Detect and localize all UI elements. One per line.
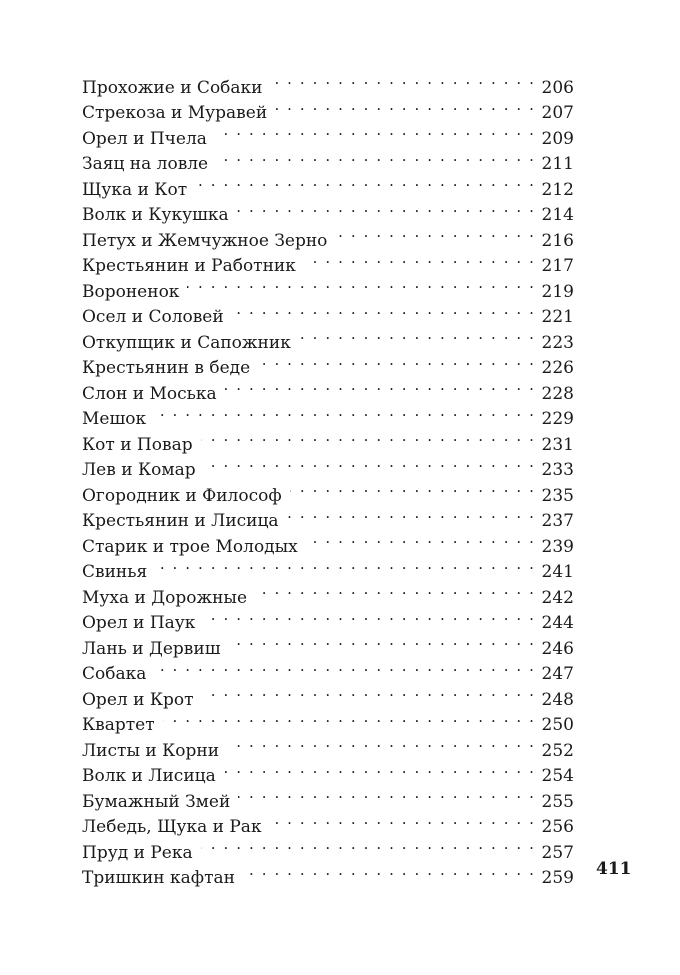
toc-entry-title: Мешок [82, 409, 147, 429]
toc-entry-page: 214 [541, 205, 574, 225]
toc-entry-page: 250 [541, 715, 574, 735]
toc-entry-title: Орел и Пчела [82, 128, 207, 149]
dot-leader [306, 526, 536, 552]
toc-entry-page: 206 [541, 77, 574, 98]
dot-leader [290, 475, 536, 501]
toc-entry-title: Вороненок [82, 281, 180, 302]
toc-entry-title: Щука и Кот [82, 179, 188, 200]
toc-entry-page: 248 [541, 689, 574, 710]
toc-entry [82, 399, 574, 429]
toc-entry-page: 229 [541, 409, 574, 429]
toc-entry-page: 221 [541, 307, 574, 327]
toc-entry-title: Осел и Соловей [82, 307, 224, 327]
toc-entry-page: 211 [541, 154, 574, 174]
toc-entry-title: Орел и Крот [82, 689, 194, 710]
toc-entry-title: Старик и трое Молодых [82, 536, 298, 557]
dot-leader [215, 118, 536, 144]
toc-entry-title: Квартет [82, 715, 155, 735]
toc-entry-page: 233 [541, 460, 574, 480]
dot-leader [238, 781, 535, 807]
toc-entry-title: Бумажный Змей [82, 791, 231, 812]
dot-leader [154, 399, 535, 425]
toc-entry-title: Прохожие и Собаки [82, 77, 263, 98]
toc-entry-page: 247 [541, 664, 574, 684]
toc-entry [82, 679, 574, 710]
toc-entry-title: Орел и Паук [82, 613, 196, 633]
page-number: 411 [596, 859, 632, 879]
toc-entry-page: 228 [541, 383, 574, 404]
toc-entry-title: Пруд и Река [82, 842, 193, 863]
toc-entry-page: 219 [541, 281, 574, 302]
toc-entry-page: 244 [541, 613, 574, 633]
toc-entry-page: 223 [541, 332, 574, 353]
toc-entry-title: Огородник и Философ [82, 485, 282, 506]
toc-entry-page: 231 [541, 434, 574, 455]
dot-leader [271, 67, 536, 93]
dot-leader [163, 705, 536, 731]
toc-entry-page: 207 [541, 103, 574, 123]
table-of-contents [82, 67, 574, 888]
toc-entry-page: 237 [541, 511, 574, 531]
toc-entry-page: 241 [541, 562, 574, 582]
dot-leader [154, 654, 535, 680]
toc-entry [82, 552, 574, 582]
dot-leader [255, 577, 536, 603]
toc-entry [82, 67, 574, 98]
toc-entry-page: 217 [541, 256, 574, 276]
dot-leader [187, 271, 535, 297]
toc-entry-title: Лебедь, Щука и Рак [82, 817, 262, 837]
toc-entry-title: Лев и Комар [82, 460, 196, 480]
toc-entry-page: 216 [541, 230, 574, 251]
toc-entry-page: 254 [541, 766, 574, 786]
toc-entry [82, 424, 574, 455]
toc-entry-title: Собака [82, 664, 147, 684]
toc-entry-page: 252 [541, 740, 574, 761]
toc-entry [82, 577, 574, 608]
dot-leader [201, 832, 536, 858]
dot-leader [335, 220, 535, 246]
toc-entry-page: 257 [541, 842, 574, 863]
toc-entry-title: Листы и Корни [82, 740, 220, 761]
dot-leader [203, 603, 535, 629]
toc-entry-title: Свинья [82, 562, 148, 582]
dot-leader [237, 195, 536, 221]
toc-entry-title: Муха и Дорожные [82, 587, 248, 608]
dot-leader [258, 348, 535, 374]
dot-leader [216, 144, 535, 170]
toc-entry [82, 654, 574, 684]
toc-entry-title: Петух и Жемчужное Зерно [82, 230, 328, 251]
dot-leader [155, 552, 535, 578]
toc-entry-title: Откупщик и Сапожник [82, 332, 291, 353]
toc-entry-title: Слон и Моська [82, 383, 217, 404]
dot-leader [225, 373, 536, 399]
toc-entry-title: Кот и Повар [82, 434, 193, 455]
toc-entry-page: 256 [541, 817, 574, 837]
toc-entry-title: Волк и Лисица [82, 766, 216, 786]
dot-leader [287, 501, 536, 527]
dot-leader [304, 246, 536, 272]
dot-leader [224, 756, 536, 782]
dot-leader [202, 679, 536, 705]
toc-entry-page: 209 [541, 128, 574, 149]
toc-entry-title: Стрекоза и Муравей [82, 103, 268, 123]
toc-entry-title: Крестьянин в беде [82, 358, 251, 378]
toc-entry-page: 246 [541, 638, 574, 659]
toc-entry-title: Волк и Кукушка [82, 205, 229, 225]
toc-entry-page: 255 [541, 791, 574, 812]
toc-entry-page: 259 [541, 868, 574, 888]
toc-entry-page: 212 [541, 179, 574, 200]
toc-entry-title: Лань и Дервиш [82, 638, 221, 659]
dot-leader [243, 858, 536, 884]
dot-leader [201, 424, 536, 450]
dot-leader [270, 807, 536, 833]
dot-leader [275, 93, 535, 119]
dot-leader [195, 169, 535, 195]
dot-leader [299, 322, 536, 348]
dot-leader [232, 297, 536, 323]
toc-entry-title: Заяц на ловле [82, 154, 209, 174]
toc-entry-page: 226 [541, 358, 574, 378]
toc-entry-page: 239 [541, 536, 574, 557]
toc-entry-title: Крестьянин и Работник [82, 256, 296, 276]
dot-leader [227, 730, 536, 756]
toc-entry-title: Тришкин кафтан [82, 868, 235, 888]
toc-entry-page: 242 [541, 587, 574, 608]
toc-entry-page: 235 [541, 485, 574, 506]
dot-leader [229, 628, 536, 654]
dot-leader [204, 450, 536, 476]
toc-entry-title: Крестьянин и Лисица [82, 511, 279, 531]
